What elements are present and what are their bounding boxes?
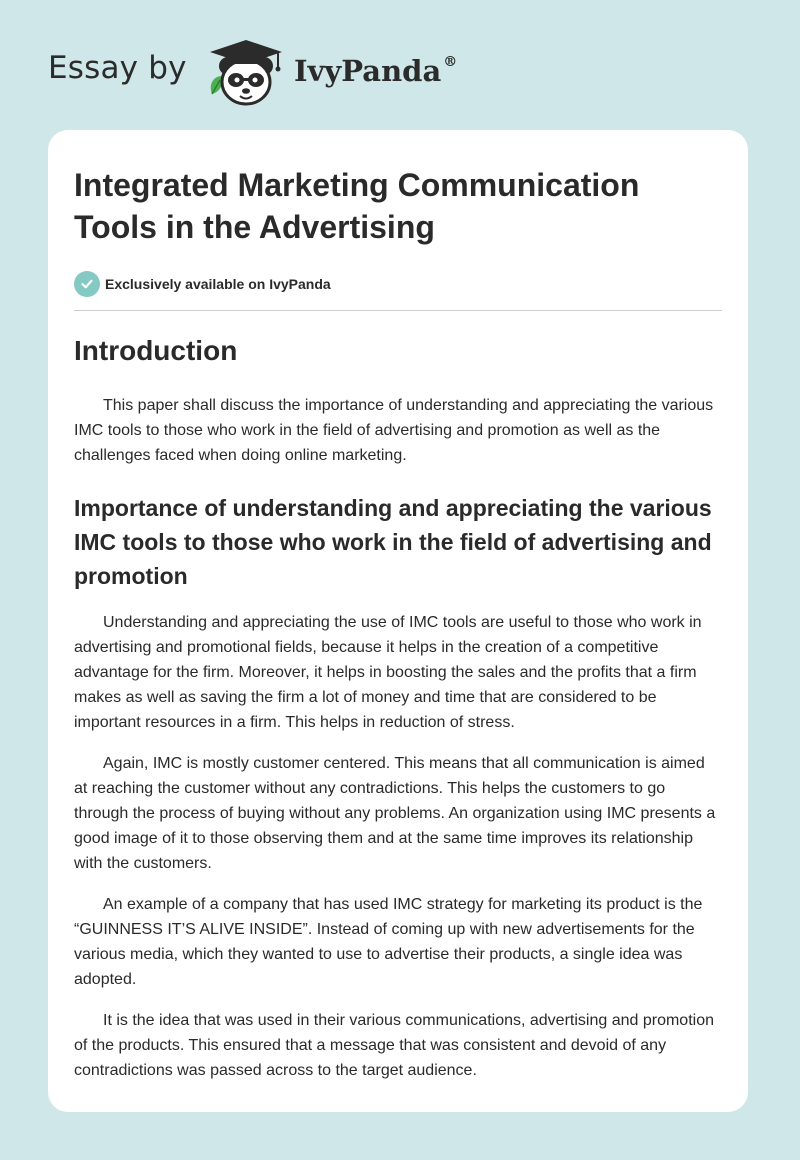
essay-title: Integrated Marketing Communication Tools in the Advertising [74,167,640,245]
body-paragraph-3: An example of a company that has used IMC strategy for marketing its product is the “GUINNESS IT’S ALIVE INSIDE”. Instead of coming up with new advertisements for the various media, which they wanted to use to advertise their products, a single idea was adopted. [74,896,703,988]
check-icon [74,271,100,297]
exclusive-label: Exclusively available on IvyPanda [105,276,331,292]
body-paragraph-1: Understanding and appreciating the use of IMC tools are useful to those who work in advertising and promotional fields, because it helps in the creation of a competitive advantage for the firm. Moreover, it helps in boosting the sales and the profits that a firm makes as well as saving the firm a lot of money and time that are considered to be important resources in a firm. This helps in reduction of stress. [74,614,702,731]
brand-prefix: Essay by [48,50,187,86]
importance-heading: Importance of understanding and appreciating the various IMC tools to those who work in the field of advertising and promotion [74,495,712,589]
registered-mark: ® [443,54,458,71]
brand-name[interactable]: IvyPanda ® [294,54,458,88]
body-paragraph-4: It is the idea that was used in their various communications, advertising and promotion of the products. This ensured that a message that was consistent and devoid of any contradictions was passed across to the target audience. [74,1012,714,1079]
divider [74,310,722,311]
intro-paragraph: This paper shall discuss the importance of understanding and appreciating the various IMC tools to those who work in the field of advertising and promotion as well as the challenges faced when doing online marketing. [74,397,714,464]
exclusive-notice [74,270,722,298]
essay-card [48,130,748,1112]
site-header [48,36,508,108]
panda-graduate-icon[interactable] [200,36,292,108]
body-paragraph-2: Again, IMC is mostly customer centered. This means that all communication is aimed at reaching the customer without any contradictions. This helps the customers to go through the process of buying without any problems. An organization using IMC presents a good image of it to those observing them and at the same time improves its relationship with the customers. [74,755,716,872]
intro-heading: Introduction [74,335,238,366]
